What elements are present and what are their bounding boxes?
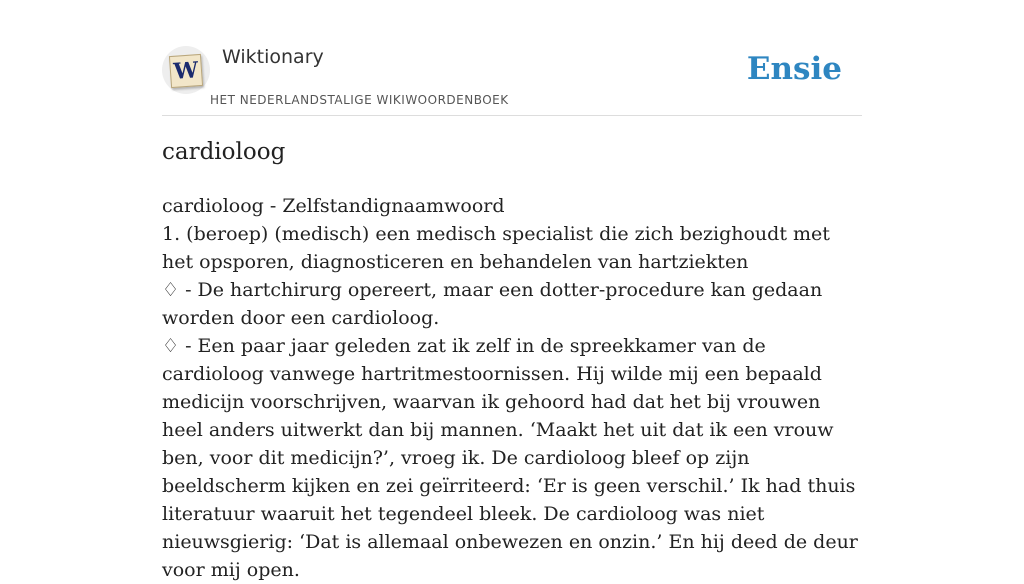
entry-definition: 1. (beroep) (medisch) een medisch specialist die zich bezighoudt met het opsporen, diagnosticeren en behandelen van hartziekten: [162, 223, 830, 273]
site-header: [162, 40, 862, 116]
logo-tile-icon: W: [169, 54, 203, 88]
header-divider: [162, 115, 862, 116]
entry-content: [162, 192, 867, 584]
example-sentence: ♢ - De hartchirurg opereert, maar een dotter-procedure kan gedaan worden door een cardioloog.: [162, 279, 823, 329]
wiktionary-logo[interactable]: [162, 46, 210, 94]
page-title: cardioloog: [162, 139, 286, 165]
site-tagline: HET NEDERLANDSTALIGE WIKIWOORDENBOEK: [210, 93, 509, 107]
entry-heading: cardioloog - Zelfstandignaamwoord: [162, 195, 505, 217]
site-name[interactable]: Wiktionary: [222, 46, 324, 68]
example-sentence: ♢ - Een paar jaar geleden zat ik zelf in de spreekkamer van de cardioloog vanwege hartritmestoornissen. Hij wilde mij een bepaald medicijn voorschrijven, waarvan ik gehoord had dat het bij vrouwen heel anders uitwerkt dan bij mannen. ‘Maakt het uit dat ik een vrouw ben, voor dit medicijn?’, vroeg ik. De cardioloog bleef op zijn beeldscherm kijken en zei geïrriteerd: ‘Er is geen verschil.’ Ik had thuis literatuur waaruit het tegendeel bleek. De cardioloog was niet nieuwsgierig: ‘Dat is allemaal onbewezen en onzin.’ En hij deed de deur voor mij open.: [162, 335, 858, 581]
ensie-brand-link[interactable]: Ensie: [746, 51, 842, 87]
